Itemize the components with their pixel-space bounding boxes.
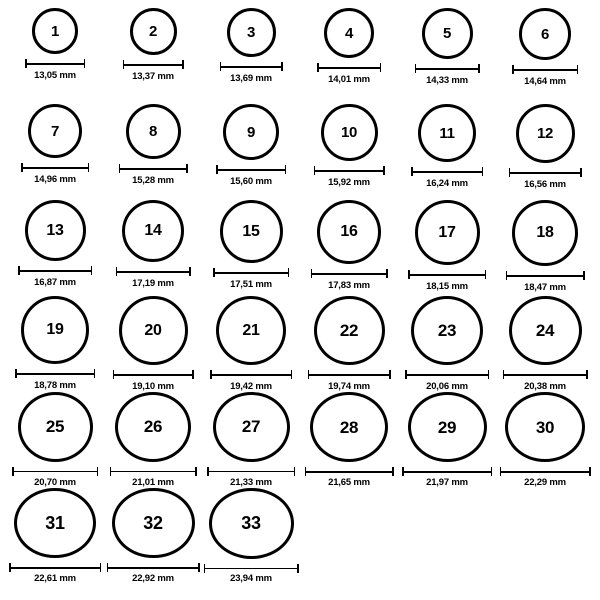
ring-circle[interactable] <box>126 104 181 159</box>
ring-circle[interactable] <box>310 392 388 462</box>
measure-bar <box>21 163 89 172</box>
measure-line <box>21 167 89 169</box>
ring-size-cell <box>300 8 398 104</box>
measure-tick-right <box>482 167 484 176</box>
ring-size-number: 24 <box>535 321 555 341</box>
ring-circle[interactable] <box>227 8 276 57</box>
ring-diameter-label: 20,06 mm <box>426 381 468 392</box>
measure-tick-left <box>503 370 505 379</box>
ring-circle[interactable] <box>21 296 89 364</box>
measure-bar <box>314 166 385 175</box>
measure-bar <box>210 370 292 379</box>
measure-bar <box>305 467 394 475</box>
ring-diameter-label: 16,24 mm <box>426 178 468 189</box>
measure-tick-left <box>314 166 316 175</box>
measure-bar <box>12 467 98 475</box>
measure-bar <box>216 165 286 174</box>
ring-size-cell <box>104 8 202 104</box>
ring-diameter-label: 22,29 mm <box>524 477 566 488</box>
measure-line <box>415 68 480 70</box>
measure-line <box>9 567 101 569</box>
ring-diameter-label: 15,92 mm <box>328 177 370 188</box>
measure-bar <box>204 564 299 571</box>
measure-tick-left <box>119 164 121 173</box>
ring-circle[interactable] <box>505 392 585 462</box>
measure-bar <box>308 370 391 379</box>
measure-tick-right <box>491 467 493 476</box>
measure-tick-right <box>589 467 591 476</box>
ring-size-number: 18 <box>536 224 554 241</box>
measure-line <box>308 374 391 376</box>
measure-tick-right <box>297 564 299 573</box>
measure-bar <box>116 267 191 276</box>
measure-bar <box>405 370 489 379</box>
measure-line <box>210 374 292 376</box>
measure-tick-left <box>25 59 27 68</box>
measure-tick-left <box>500 467 502 476</box>
measure-bar <box>317 63 381 72</box>
measure-line <box>512 69 578 71</box>
ring-size-number: 7 <box>50 122 60 140</box>
ring-diameter-label: 20,70 mm <box>34 477 76 488</box>
measure-tick-right <box>281 62 283 71</box>
measure-tick-right <box>285 165 287 174</box>
measure-bar <box>207 467 295 475</box>
ring-size-cell <box>202 392 300 488</box>
ring-diameter-label: 14,64 mm <box>524 76 566 87</box>
measure-line <box>411 171 483 173</box>
measure-bar <box>509 168 582 177</box>
measure-tick-right <box>291 370 293 379</box>
measure-line <box>12 471 98 473</box>
ring-circle[interactable] <box>130 8 177 55</box>
ring-circle[interactable] <box>418 104 476 162</box>
measure-tick-left <box>402 467 404 476</box>
measure-tick-right <box>478 64 480 73</box>
ring-circle[interactable] <box>317 200 381 264</box>
ring-circle[interactable] <box>14 488 96 558</box>
ring-circle[interactable] <box>509 296 582 365</box>
measure-bar <box>503 370 588 379</box>
measure-line <box>500 471 591 473</box>
ring-size-cell <box>496 104 594 200</box>
ring-size-number: 31 <box>45 513 65 534</box>
ring-diameter-label: 21,97 mm <box>426 477 468 488</box>
ring-circle[interactable] <box>422 8 473 59</box>
ring-circle[interactable] <box>28 104 82 158</box>
ring-size-number: 25 <box>45 417 65 437</box>
ring-size-cell <box>6 296 104 392</box>
ring-circle[interactable] <box>321 104 378 161</box>
ring-size-cell <box>300 296 398 392</box>
measure-tick-left <box>408 270 410 279</box>
ring-diameter-label: 13,69 mm <box>230 73 272 84</box>
ring-size-number: 23 <box>437 321 457 341</box>
measure-bar <box>415 64 480 73</box>
ring-size-number: 22 <box>339 321 359 341</box>
ring-size-number: 29 <box>437 417 457 437</box>
ring-diameter-label: 14,01 mm <box>328 74 370 85</box>
ring-size-cell <box>496 296 594 392</box>
ring-diameter-label: 18,15 mm <box>426 281 468 292</box>
ring-size-cell <box>6 104 104 200</box>
measure-tick-right <box>91 266 93 275</box>
measure-tick-right <box>580 168 582 177</box>
measure-bar <box>500 467 591 475</box>
ring-size-number: 32 <box>143 513 163 534</box>
measure-tick-right <box>488 370 490 379</box>
ring-diameter-label: 21,01 mm <box>132 477 174 488</box>
measure-tick-right <box>392 467 394 476</box>
measure-tick-right <box>583 271 585 280</box>
ring-circle[interactable] <box>216 296 286 365</box>
ring-diameter-label: 19,74 mm <box>328 381 370 392</box>
ring-circle[interactable] <box>411 296 483 365</box>
ring-diameter-label: 15,28 mm <box>132 175 174 186</box>
measure-line <box>408 274 486 276</box>
ring-diameter-label: 13,37 mm <box>132 71 174 82</box>
measure-tick-right <box>195 467 197 476</box>
measure-line <box>317 67 381 69</box>
ring-diameter-label: 13,05 mm <box>34 70 76 81</box>
measure-line <box>207 471 295 473</box>
ring-size-cell <box>6 8 104 104</box>
ring-size-cell <box>6 392 104 488</box>
measure-bar <box>107 563 200 571</box>
measure-tick-left <box>506 271 508 280</box>
measure-bar <box>311 269 388 278</box>
measure-line <box>204 568 299 570</box>
measure-bar <box>512 65 578 74</box>
ring-size-number: 16 <box>340 223 358 240</box>
ring-circle[interactable] <box>516 104 575 163</box>
ring-size-cell <box>104 296 202 392</box>
ring-diameter-label: 16,87 mm <box>34 277 76 288</box>
ring-size-cell <box>398 200 496 296</box>
ring-circle[interactable] <box>213 392 290 462</box>
measure-bar <box>213 268 289 277</box>
ring-size-cell <box>6 200 104 296</box>
ring-size-number: 21 <box>242 321 260 339</box>
measure-line <box>305 471 394 473</box>
measure-line <box>314 170 385 172</box>
ring-diameter-label: 15,60 mm <box>230 176 272 187</box>
ring-size-cell <box>202 200 300 296</box>
measure-tick-right <box>389 370 391 379</box>
ring-size-number: 13 <box>46 221 64 239</box>
measure-tick-left <box>107 563 109 572</box>
measure-tick-right <box>189 267 191 276</box>
measure-tick-right <box>100 563 102 572</box>
measure-tick-right <box>485 270 487 279</box>
ring-size-cell <box>300 392 398 488</box>
measure-tick-left <box>405 370 407 379</box>
ring-circle[interactable] <box>119 296 188 365</box>
ring-size-number: 11 <box>439 124 455 142</box>
ring-size-number: 12 <box>536 125 554 142</box>
measure-bar <box>15 369 95 378</box>
ring-circle[interactable] <box>324 8 374 58</box>
measure-line <box>220 66 283 68</box>
ring-diameter-label: 23,94 mm <box>230 573 272 584</box>
measure-tick-left <box>216 165 218 174</box>
ring-size-number: 19 <box>46 321 64 338</box>
measure-tick-right <box>84 59 86 68</box>
measure-tick-left <box>415 64 417 73</box>
measure-tick-left <box>220 62 222 71</box>
measure-tick-left <box>512 65 514 74</box>
ring-size-cell <box>104 200 202 296</box>
measure-tick-right <box>88 163 90 172</box>
measure-tick-right <box>186 164 188 173</box>
measure-bar <box>506 271 585 280</box>
measure-line <box>213 272 289 274</box>
measure-line <box>216 169 286 171</box>
measure-bar <box>25 59 85 68</box>
ring-size-number: 8 <box>148 123 158 140</box>
ring-size-cell <box>6 488 104 584</box>
measure-line <box>113 374 194 376</box>
ring-circle[interactable] <box>415 200 480 265</box>
ring-size-cell <box>104 488 202 584</box>
ring-size-number: 3 <box>246 24 256 41</box>
measure-tick-left <box>207 467 209 476</box>
ring-circle[interactable] <box>408 392 487 462</box>
ring-diameter-label: 17,19 mm <box>132 278 174 289</box>
measure-bar <box>110 467 197 475</box>
ring-diameter-label: 18,47 mm <box>524 282 566 293</box>
ring-circle[interactable] <box>209 488 294 559</box>
ring-size-cell <box>202 104 300 200</box>
ring-circle[interactable] <box>25 200 86 261</box>
measure-tick-right <box>294 467 296 476</box>
ring-size-number: 10 <box>340 124 358 141</box>
measure-line <box>107 567 200 569</box>
ring-diameter-label: 17,51 mm <box>230 279 272 290</box>
ring-size-number: 1 <box>50 22 60 40</box>
measure-line <box>405 374 489 376</box>
ring-size-number: 2 <box>148 23 158 40</box>
measure-bar <box>408 270 486 279</box>
measure-tick-right <box>192 370 194 379</box>
ring-size-number: 17 <box>438 223 456 241</box>
measure-line <box>25 63 85 65</box>
ring-circle[interactable] <box>512 200 578 266</box>
measure-tick-left <box>18 266 20 275</box>
measure-tick-left <box>311 269 313 278</box>
measure-tick-left <box>116 267 118 276</box>
measure-line <box>506 275 585 277</box>
ring-size-cell <box>104 104 202 200</box>
ring-size-cell <box>300 104 398 200</box>
ring-diameter-label: 21,33 mm <box>230 477 272 488</box>
measure-line <box>18 270 92 272</box>
measure-bar <box>119 164 188 173</box>
measure-tick-right <box>577 65 579 74</box>
ring-size-number: 5 <box>442 25 452 42</box>
ring-size-number: 33 <box>241 513 261 534</box>
ring-size-number: 28 <box>339 417 359 437</box>
ring-size-cell <box>202 8 300 104</box>
ring-diameter-label: 16,56 mm <box>524 179 566 190</box>
ring-size-cell <box>398 104 496 200</box>
ring-size-number: 27 <box>241 417 261 437</box>
measure-tick-left <box>123 60 125 69</box>
ring-size-number: 9 <box>246 123 256 141</box>
ring-diameter-label: 17,83 mm <box>328 280 370 291</box>
ring-circle[interactable] <box>122 200 184 262</box>
measure-line <box>503 374 588 376</box>
measure-tick-left <box>15 369 17 378</box>
measure-tick-left <box>9 563 11 572</box>
measure-tick-left <box>210 370 212 379</box>
ring-size-cell <box>496 200 594 296</box>
measure-tick-left <box>213 268 215 277</box>
measure-line <box>509 172 582 174</box>
measure-tick-left <box>308 370 310 379</box>
measure-tick-left <box>509 168 511 177</box>
measure-bar <box>220 62 283 71</box>
ring-size-number: 15 <box>242 222 260 240</box>
measure-tick-left <box>12 467 14 476</box>
measure-tick-left <box>113 370 115 379</box>
measure-bar <box>113 370 194 379</box>
ring-size-number: 6 <box>540 25 550 43</box>
measure-tick-right <box>386 269 388 278</box>
ring-size-number: 30 <box>535 417 555 437</box>
ring-diameter-label: 21,65 mm <box>328 477 370 488</box>
measure-line <box>311 273 388 275</box>
ring-size-cell <box>496 8 594 104</box>
measure-tick-right <box>586 370 588 379</box>
ring-size-number: 20 <box>144 321 162 339</box>
measure-tick-left <box>411 167 413 176</box>
ring-size-cell <box>202 488 300 584</box>
measure-tick-right <box>380 63 382 72</box>
measure-tick-right <box>288 268 290 277</box>
ring-size-number: 4 <box>344 24 354 42</box>
ring-circle[interactable] <box>223 104 279 160</box>
ring-circle[interactable] <box>220 200 283 263</box>
measure-tick-left <box>305 467 307 476</box>
measure-bar <box>402 467 492 475</box>
ring-size-cell <box>104 392 202 488</box>
measure-tick-right <box>383 166 385 175</box>
ring-diameter-label: 19,42 mm <box>230 381 272 392</box>
ring-circle[interactable] <box>314 296 385 365</box>
ring-size-number: 26 <box>143 417 163 437</box>
measure-line <box>402 471 492 473</box>
ring-diameter-label: 22,92 mm <box>132 573 174 584</box>
ring-diameter-label: 22,61 mm <box>34 573 76 584</box>
measure-line <box>123 64 184 66</box>
measure-tick-right <box>182 60 184 69</box>
ring-circle[interactable] <box>18 392 93 462</box>
measure-tick-right <box>198 563 200 572</box>
ring-diameter-label: 19,10 mm <box>132 381 174 392</box>
measure-tick-left <box>317 63 319 72</box>
ring-circle[interactable] <box>115 392 191 462</box>
measure-bar <box>123 60 184 69</box>
measure-line <box>116 271 191 273</box>
ring-size-cell <box>300 200 398 296</box>
ring-circle[interactable] <box>519 8 571 60</box>
measure-bar <box>18 266 92 275</box>
measure-line <box>15 373 95 375</box>
ring-diameter-label: 14,96 mm <box>34 174 76 185</box>
measure-tick-right <box>97 467 99 476</box>
ring-size-cell <box>496 392 594 488</box>
ring-size-cell <box>398 392 496 488</box>
measure-bar <box>411 167 483 176</box>
measure-line <box>110 471 197 473</box>
ring-size-cell <box>398 8 496 104</box>
ring-circle[interactable] <box>112 488 195 558</box>
ring-diameter-label: 18,78 mm <box>34 380 76 391</box>
ring-diameter-label: 14,33 mm <box>426 75 468 86</box>
ring-circle[interactable] <box>32 8 78 54</box>
ring-size-cell <box>398 296 496 392</box>
measure-tick-left <box>204 564 206 573</box>
measure-tick-left <box>21 163 23 172</box>
measure-tick-left <box>110 467 112 476</box>
measure-tick-right <box>94 369 96 378</box>
ring-size-cell <box>202 296 300 392</box>
ring-size-number: 14 <box>144 222 162 239</box>
measure-line <box>119 168 188 170</box>
ring-diameter-label: 20,38 mm <box>524 381 566 392</box>
measure-bar <box>9 563 101 571</box>
